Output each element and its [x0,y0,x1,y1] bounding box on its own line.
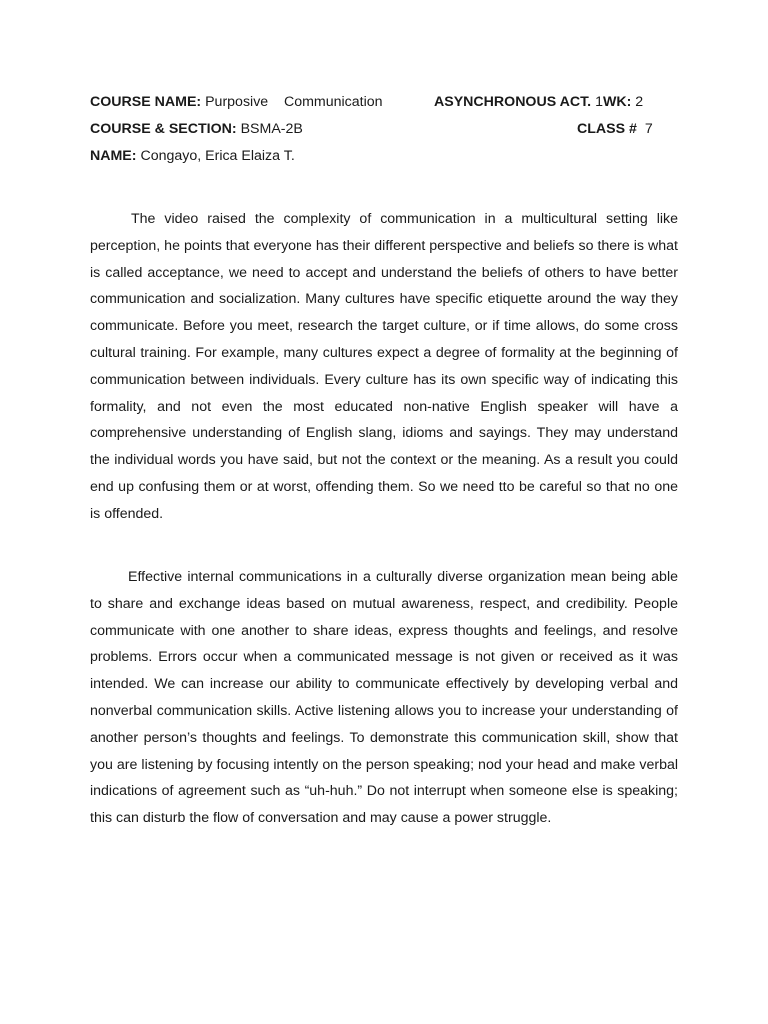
wk-label: WK: [602,94,632,110]
body-paragraph-2: Effective internal communications in a culturally diverse organization mean being able to share and exchange ideas based on mutual awareness, respect, and credibility. People communicate with one another to share ideas, express thoughts and feelings, and resolve problems. Errors occur when a communicated message is not given or received as it was intended. We can increase our ability to communicate effectively by developing verbal and nonverbal communication skills. Active listening allows you to increase your understanding of another person’s thoughts and feelings. To demonstrate this communication skill, show that you are listening by focusing intently on the person speaking; nod your head and make verbal indications of agreement such as “uh-huh.” Do not interrupt when someone else is speaking; this can disturb the flow of conversation and may cause a power struggle. [90,569,678,827]
student-name-label: NAME: [90,148,137,164]
course-section-label: COURSE & SECTION: [90,121,237,137]
async-act-line [434,93,643,111]
course-name-label: COURSE NAME: [90,94,202,110]
async-act-value: 1 [595,94,603,110]
course-name-value: Purposive Communication [205,94,383,110]
class-number-label: CLASS # [577,121,637,137]
course-section-value: BSMA-2B [240,121,303,137]
wk-value: 2 [635,94,644,110]
class-number-value: 7 [644,121,653,137]
class-number-line [577,120,653,138]
student-name-line [90,147,295,165]
course-section-line [90,120,303,138]
student-name-value: Congayo, Erica Elaiza T. [140,148,295,164]
course-name-line [90,93,383,111]
async-act-label: ASYNCHRONOUS ACT. [434,94,592,110]
body-paragraph-1: The video raised the complexity of communication in a multicultural setting like perception, he points that everyone has their different perspective and beliefs so there is what is called acceptance, we need to accept and understand the beliefs of others to have better communication and socialization. Many cultures have specific etiquette around the way they communicate. Before you meet, research the target culture, or if time allows, do some cross cultural training. For example, many cultures expect a degree of formality at the beginning of communication between individuals. Every culture has its own specific way of indicating this formality, and not even the most educated non-native English speaker will have a comprehensive understanding of English slang, idioms and sayings. They may understand the individual words you have said, but not the context or the meaning. As a result you could end up confusing them or at worst, offending them. So we need tto be careful so that no one is offended. [90,211,678,522]
